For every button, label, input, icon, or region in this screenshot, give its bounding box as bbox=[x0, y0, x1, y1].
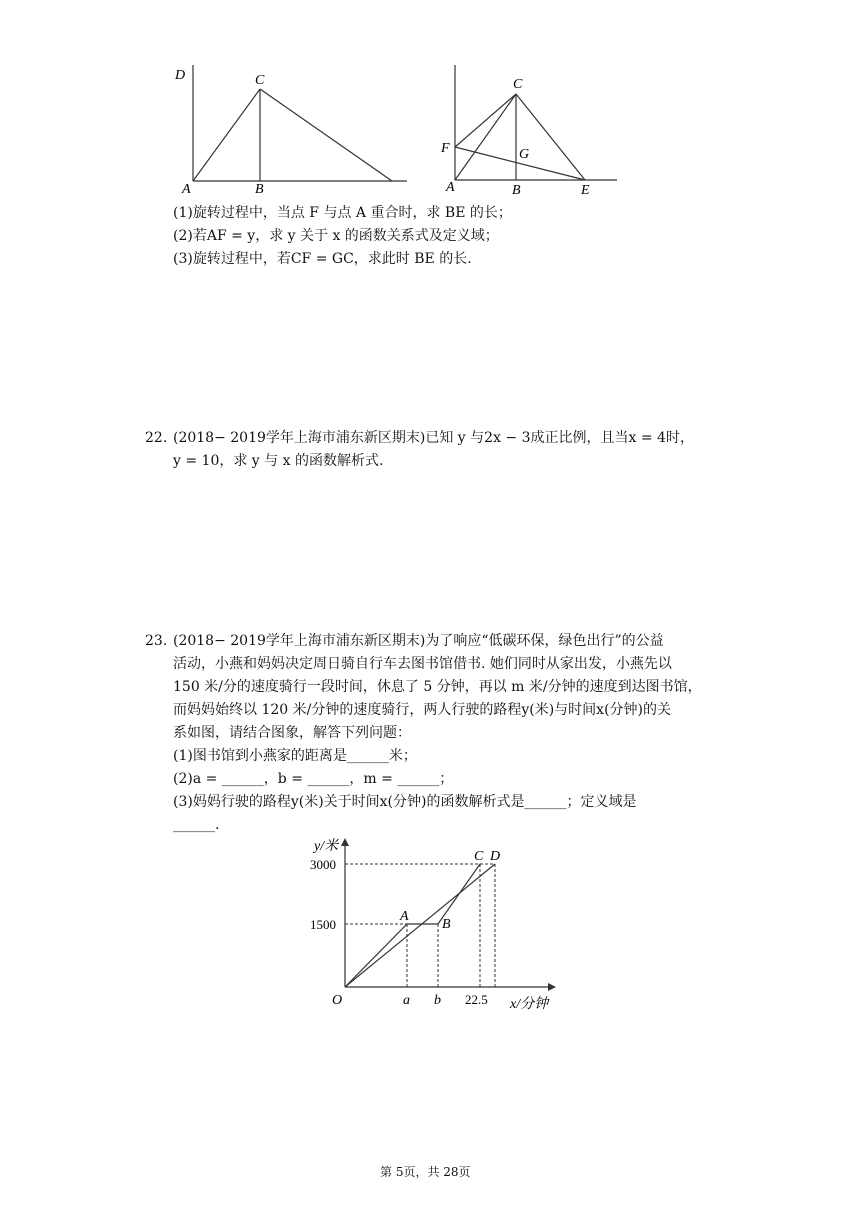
point-label-c: C bbox=[474, 849, 484, 864]
label-a: A bbox=[446, 180, 455, 195]
q23-line-2: 活动，小燕和妈妈决定周日骑自行车去图书馆借书. 她们同时从家出发，小燕先以 bbox=[173, 656, 672, 672]
q23-line-5: 系如图，请结合图象，解答下列问题： bbox=[173, 725, 411, 741]
segment-ce bbox=[516, 94, 585, 180]
label-d: D bbox=[175, 68, 186, 83]
x-tick-b: b bbox=[434, 993, 441, 1008]
segment-fc bbox=[455, 94, 516, 147]
q21-part-3: (3)旋转过程中，若CF = GC，求此时 BE 的长. bbox=[173, 251, 472, 267]
x-tick-a: a bbox=[403, 993, 410, 1008]
q22-line-2: y = 10，求 y 与 x 的函数解析式. bbox=[173, 453, 384, 469]
segment-ac bbox=[193, 89, 260, 181]
y-axis-arrow bbox=[341, 838, 349, 846]
y-axis-label: y/米 bbox=[314, 839, 339, 854]
point-label-d: D bbox=[490, 849, 501, 864]
q22-line-1: (2018− 2019学年上海市浦东新区期末)已知 y 与2x − 3成正比例，且当x = 4时， bbox=[173, 430, 694, 446]
q23-number: 23. bbox=[145, 633, 168, 649]
x-axis-arrow bbox=[548, 983, 556, 991]
label-b: B bbox=[512, 183, 521, 198]
segment-ac bbox=[455, 94, 516, 180]
figure-triangle-abc bbox=[170, 60, 410, 200]
x-tick-22-5: 22.5 bbox=[465, 992, 488, 1007]
label-f: F bbox=[441, 141, 450, 156]
distance-time-graph bbox=[300, 832, 570, 1012]
xiaoyan-path bbox=[345, 864, 480, 987]
page-footer: 第 5页，共 28页 bbox=[380, 1165, 471, 1179]
label-c: C bbox=[255, 73, 265, 88]
label-g: G bbox=[519, 147, 530, 162]
q23-line-1: (2018− 2019学年上海市浦东新区期末)为了响应“低碳环保，绿色出行”的公益 bbox=[173, 633, 664, 649]
label-c: C bbox=[513, 77, 523, 92]
x-axis-label: x/分钟 bbox=[510, 997, 549, 1012]
q21-part-1: (1)旋转过程中，当点 F 与点 A 重合时，求 BE 的长； bbox=[173, 205, 512, 221]
figure-rotation-fge bbox=[435, 60, 625, 200]
label-e: E bbox=[581, 183, 590, 198]
q23-part-1: (1)图书馆到小燕家的距离是______米； bbox=[173, 748, 417, 764]
q23-part-2: (2)a = ______，b = ______，m = ______； bbox=[173, 771, 454, 787]
q23-line-3: 150 米/分的速度骑行一段时间，休息了 5 分钟，再以 m 米/分钟的速度到达图书馆， bbox=[173, 679, 702, 695]
mom-path bbox=[345, 864, 495, 987]
q21-part-2: (2)若AF = y，求 y 关于 x 的函数关系式及定义域； bbox=[173, 228, 499, 244]
y-tick-1500: 1500 bbox=[310, 917, 336, 932]
point-label-b: B bbox=[442, 917, 451, 932]
segment-c-right bbox=[260, 89, 392, 181]
q23-part-3: (3)妈妈行驶的路程y(米)关于时间x(分钟)的函数解析式是______；定义域是 bbox=[173, 794, 637, 810]
label-a: A bbox=[182, 182, 191, 197]
q22-number: 22. bbox=[145, 430, 168, 446]
y-tick-3000: 3000 bbox=[310, 857, 336, 872]
point-label-a: A bbox=[400, 909, 409, 924]
origin-label: O bbox=[332, 993, 343, 1008]
q23-part-3-cont: ______. bbox=[173, 817, 220, 833]
q23-line-4: 而妈妈始终以 120 米/分钟的速度骑行，两人行驶的路程y(米)与时间x(分钟)的关 bbox=[173, 702, 671, 718]
label-b: B bbox=[255, 182, 264, 197]
